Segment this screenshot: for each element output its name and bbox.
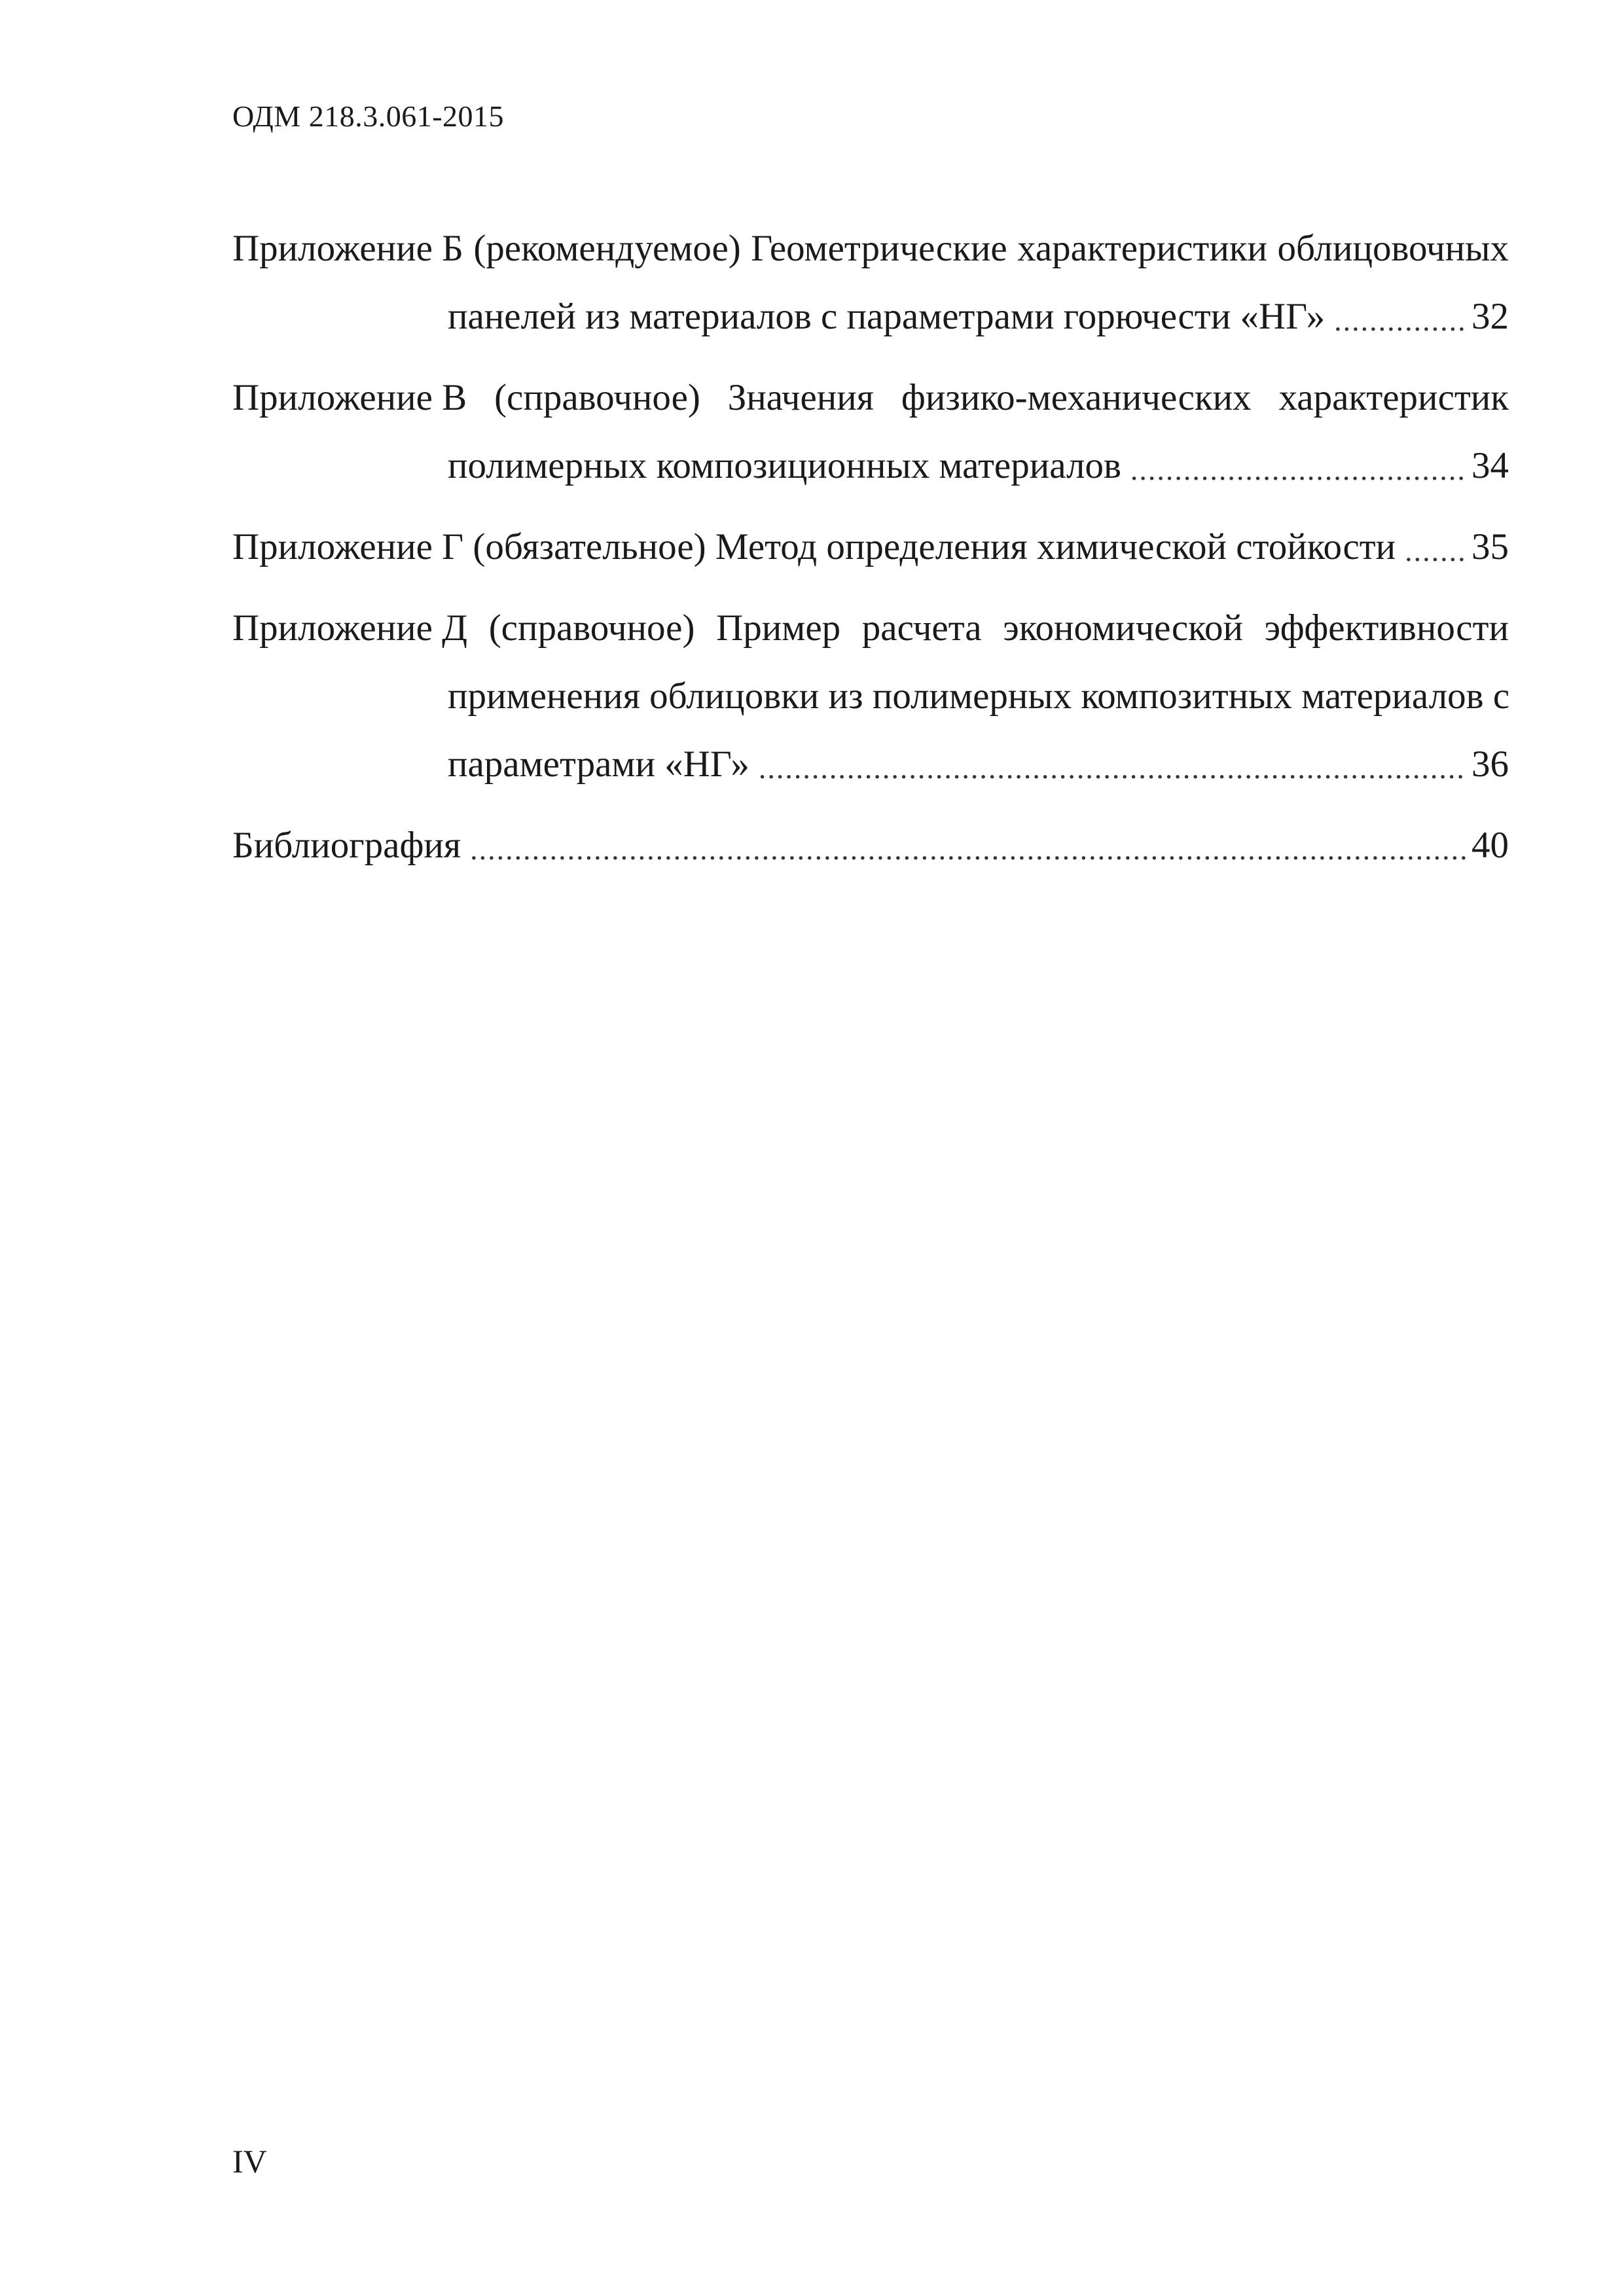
title-word: физико-механических: [901, 377, 1252, 418]
toc-entry-title-line: [232, 207, 1509, 275]
dot-leader: [759, 751, 1468, 785]
page-reference: 36: [1471, 744, 1509, 785]
dot-leader: [1334, 303, 1468, 338]
entry-title-text: панелей из материалов с параметрами горючести «НГ»: [448, 296, 1326, 337]
title-word: (справочное): [494, 377, 700, 418]
appendix-label: Приложение Д: [232, 607, 468, 649]
toc-entry-appendix-v[interactable]: [232, 356, 1509, 492]
title-word: экономической: [1003, 607, 1243, 649]
dot-leader: [1405, 533, 1468, 568]
title-word: Значения: [727, 377, 875, 418]
title-word: расчета: [861, 607, 982, 649]
toc-entry-continuation-line: [232, 723, 1509, 791]
page-number: IV: [232, 2143, 267, 2179]
title-word: характеристики: [1017, 228, 1268, 269]
dot-leader: [470, 832, 1468, 867]
entry-title-text: полимерных композиционных материалов: [448, 445, 1121, 486]
page-reference: 40: [1471, 825, 1509, 866]
appendix-label: Приложение Б: [232, 228, 463, 269]
title-word: Геометрические: [751, 228, 1007, 269]
page-reference: 32: [1471, 296, 1509, 337]
title-word: эффективности: [1264, 607, 1509, 649]
toc-entry-appendix-d[interactable]: [232, 586, 1509, 791]
toc-entry-title-line: [232, 586, 1509, 655]
title-word: (справочное): [488, 607, 695, 649]
toc-entry-title-line: [232, 356, 1509, 424]
table-of-contents: [232, 207, 1509, 885]
title-word: Пример: [716, 607, 841, 649]
page-reference: 34: [1471, 445, 1509, 486]
toc-entry-title-line: [232, 505, 1509, 573]
toc-entry-appendix-g[interactable]: [232, 505, 1509, 573]
appendix-label: Приложение В: [232, 377, 467, 418]
entry-title-text: применения облицовки из полимерных композитных материалов с: [448, 675, 1510, 717]
title-word: облицовочных: [1277, 228, 1509, 269]
page-reference: 35: [1471, 526, 1509, 567]
document-code: ОДМ 218.3.061-2015: [232, 99, 505, 133]
toc-entry-bibliography[interactable]: [232, 804, 1509, 872]
toc-entry-appendix-b[interactable]: [232, 207, 1509, 343]
toc-entry-title-line: [232, 804, 1509, 872]
toc-entry-continuation-line: [232, 424, 1509, 492]
toc-entry-continuation-line: [232, 275, 1509, 343]
title-word: характеристик: [1278, 377, 1509, 418]
entry-title-text: параметрами «НГ»: [448, 744, 749, 785]
entry-title-text: Приложение Г (обязательное) Метод определения химической стойкости: [232, 526, 1396, 567]
dot-leader: [1130, 452, 1468, 487]
toc-entry-continuation-line: [232, 655, 1509, 723]
title-word: (рекомендуемое): [473, 228, 741, 269]
entry-title-text: Библиография: [232, 825, 461, 866]
